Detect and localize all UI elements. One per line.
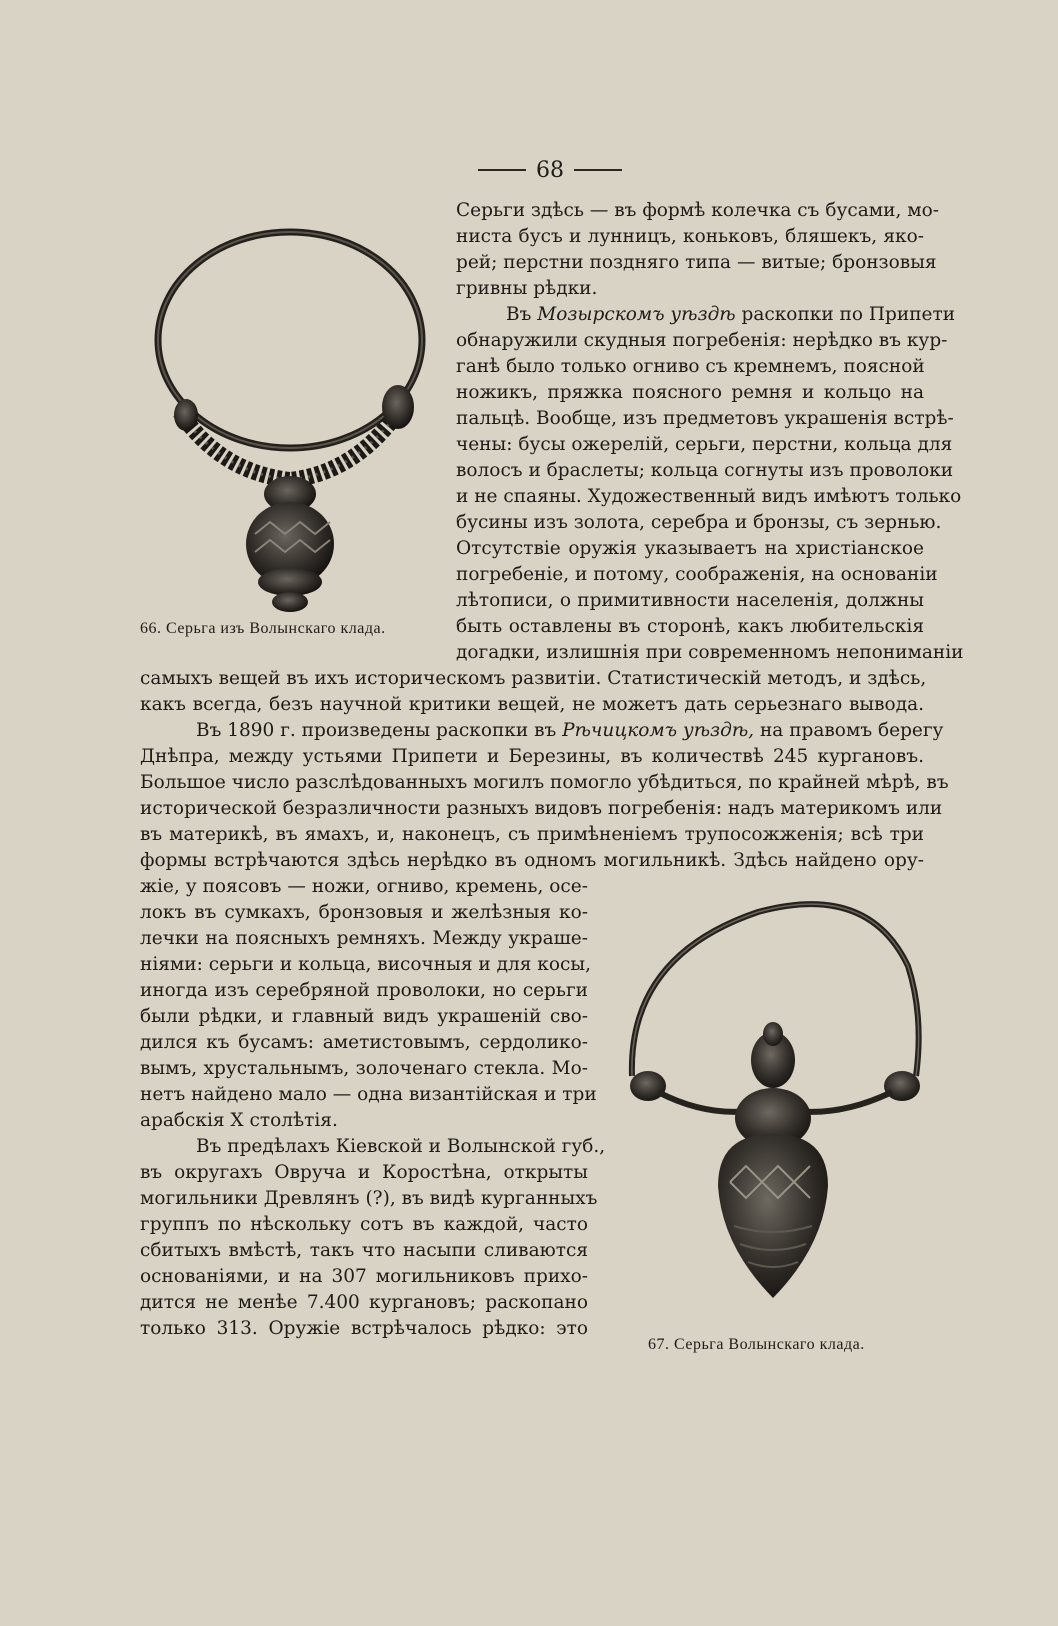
text-line: въ округахъ Овруча и Коростѣна, открыты [140,1162,588,1183]
text-line: Большое число разслѣдованныхъ могилъ помогло убѣдиться, по крайней мѣрѣ, въ [140,772,949,793]
text-line: ніями: серьги и кольца, височныя и для косы, [140,954,591,975]
text-line: основаніями, и на 307 могильниковъ прихо- [140,1266,588,1287]
figure-67-caption: 67. Серьга Волынскаго клада. [648,1336,865,1353]
text-line: исторической безразличности разныхъ видовъ погребенія: надъ материкомъ или [140,798,943,819]
text-line: гривны рѣдки. [456,278,598,299]
text-line: локъ въ сумкахъ, бронзовыя и желѣзныя ко- [140,902,588,923]
page-header [470,155,630,185]
figure-66-caption: 66. Серьга изъ Волынскаго клада. [140,620,386,637]
mozyr-rest: раскопки по Припети [741,304,956,325]
text-line: ножикъ, пряжка поясного ремня и кольцо на [456,382,924,403]
text-line: Днѣпра, между устьями Припети и Березины, въ количествѣ 245 кургановъ. [140,746,924,767]
text-line: лечки на поясныхъ ремняхъ. Между украше- [140,928,588,949]
text-line: чены: бусы ожерелій, серьги, перстни, кольца для [456,434,953,455]
text-line: нетъ найдено мало — одна византійская и три [140,1084,597,1105]
text-line: лѣтописи, о примитивности населенія, должны [456,590,924,611]
text-line: бусины изъ золота, серебра и бронзы, съ зернью. [456,512,942,533]
text-line: и не спаяны. Художественный видъ имѣютъ только [456,486,962,507]
text-line: какъ всегда, безъ научной критики вещей, не можетъ дать серьезнаго вывода. [140,694,924,715]
text-line: пальцѣ. Вообще, изъ предметовъ украшенія встрѣ- [456,408,954,429]
header-rule-right [574,169,622,171]
rechitsa-district-name: Рѣчицкомъ уѣздѣ, [562,720,755,741]
text-line: Въ предѣлахъ Кіевской и Волынской губ., [196,1136,606,1157]
text-line: вымъ, хрустальнымъ, золоченаго стекла. Мо- [140,1058,588,1079]
text-line: могильники Древлянъ (?), въ видѣ курганныхъ [140,1188,598,1209]
figure-67-earring-image [618,886,938,1330]
text-line: дился къ бусамъ: аметистовымъ, сердолико- [140,1032,588,1053]
mozyr-district-name: Мозырскомъ уѣздѣ [537,304,736,325]
text-line: только 313. Оружіе встрѣчалось рѣдко: это [140,1318,588,1339]
text-line: жіе, у поясовъ — ножи, огниво, кремень, осе- [140,876,588,897]
page-number: 68 [536,157,564,183]
text-line: волосъ и браслеты; кольца согнуты изъ проволоки [456,460,954,481]
rechitsa-prefix: Въ 1890 г. произведены раскопки въ [196,720,563,741]
text-line: сбитыхъ вмѣстѣ, такъ что насыпи сливаются [140,1240,588,1261]
text-line: догадки, излишнія при современномъ непониманіи [456,642,964,663]
text-line: формы встрѣчаются здѣсь нерѣдко въ одномъ могильникѣ. Здѣсь найдено ору- [140,850,924,871]
text-line: ниста бусъ и лунницъ, коньковъ, бляшекъ, яко- [456,226,924,247]
mozyr-prefix: Въ [506,304,538,325]
rechitsa-rest: на правомъ берегу [759,720,944,741]
text-line: Серьги здѣсь — въ формѣ колечка съ бусами, мо- [456,200,939,221]
text-line: ганѣ было только огниво съ кремнемъ, поясной [456,356,925,377]
text-line-rechitsa [196,718,944,744]
text-line: рей; перстни поздняго типа — витые; бронзовыя [456,252,937,273]
text-line: арабскія X столѣтія. [140,1110,338,1131]
text-line: иногда изъ серебряной проволоки, но серьги [140,980,588,1001]
text-line: дится не менѣе 7.400 кургановъ; раскопано [140,1292,588,1313]
text-line: погребеніе, и потому, соображенія, на основаніи [456,564,938,585]
text-line: Отсутствіе оружія указываетъ на христіанское [456,538,924,559]
text-line: въ материкѣ, въ ямахъ, и, наконецъ, съ примѣненіемъ трупосожженія; всѣ три [140,824,924,845]
text-line: быть оставлены въ сторонѣ, какъ любительскія [456,616,924,637]
text-line: были рѣдки, и главный видъ украшеній сво- [140,1006,588,1027]
text-line: обнаружили скудныя погребенія: нерѣдко въ кур- [456,330,948,351]
text-line: самыхъ вещей въ ихъ историческомъ развитіи. Статистическій методъ, и здѣсь, [140,668,927,689]
figure-66-earring-image [140,222,430,622]
header-rule-left [478,169,526,171]
text-line: группъ по нѣскольку сотъ въ каждой, часто [140,1214,588,1235]
text-line-mozyr [506,302,956,328]
